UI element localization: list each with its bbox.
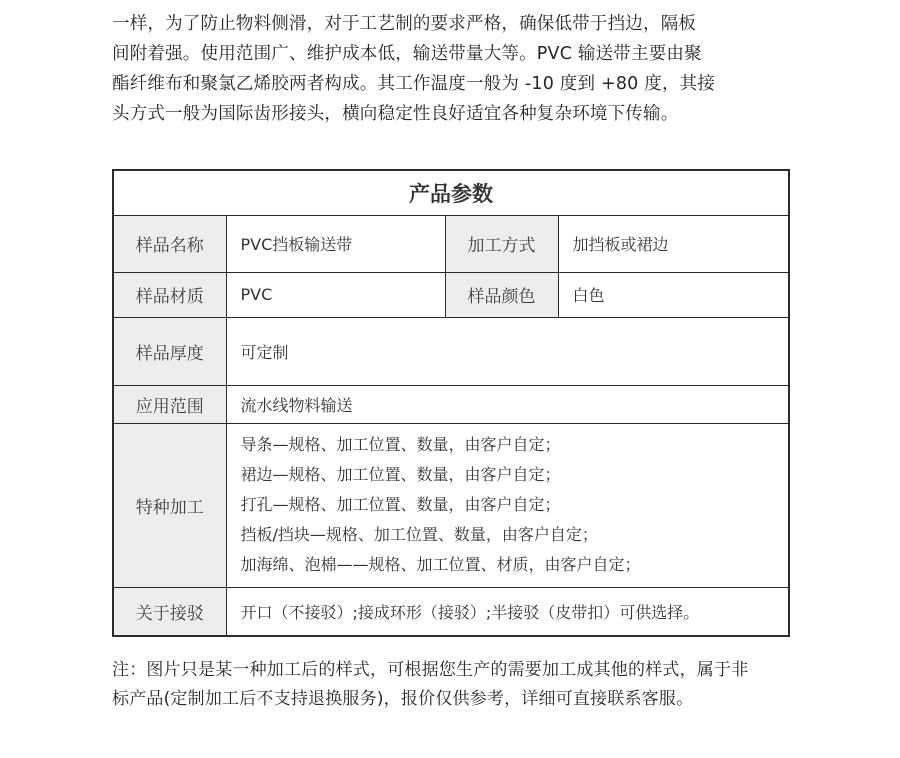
special-processing-line: 导条—规格、加工位置、数量，由客户自定； bbox=[240, 435, 561, 454]
row-value-sample-color: 白色 bbox=[558, 272, 789, 317]
special-processing-line: 打孔—规格、加工位置、数量，由客户自定； bbox=[240, 495, 561, 514]
table-row-splicing bbox=[113, 587, 789, 636]
table-row-sample-name bbox=[113, 215, 789, 272]
row-label-processing-method: 加工方式 bbox=[445, 215, 558, 272]
table-row-sample-thickness bbox=[113, 317, 789, 385]
intro-paragraph bbox=[112, 9, 788, 129]
row-value-splicing: 开口（不接驳）;接成环形（接驳）;半接驳（皮带扣）可供选择。 bbox=[226, 587, 789, 636]
special-processing-line: 加海绵、泡棉——规格、加工位置、材质，由客户自定； bbox=[240, 555, 641, 574]
table-row-special-processing bbox=[113, 423, 789, 587]
row-label-special-processing: 特种加工 bbox=[113, 423, 226, 587]
row-label-sample-thickness: 样品厚度 bbox=[113, 317, 226, 385]
intro-line: 头方式一般为国际齿形接头，横向稳定性良好适宜各种复杂环境下传输。 bbox=[112, 104, 679, 124]
row-label-splicing: 关于接驳 bbox=[113, 587, 226, 636]
row-value-sample-thickness: 可定制 bbox=[226, 317, 789, 385]
intro-line: 一样，为了防止物料侧滑，对于工艺制的要求严格，确保低带于挡边，隔板 bbox=[112, 14, 697, 34]
row-label-sample-color: 样品颜色 bbox=[445, 272, 558, 317]
intro-line: 间附着强。使用范围广、维护成本低，输送带量大等。PVC 输送带主要由聚 bbox=[112, 44, 702, 64]
special-processing-line: 挡板/挡块—规格、加工位置、数量，由客户自定； bbox=[240, 525, 598, 544]
table-title: 产品参数 bbox=[113, 170, 789, 215]
product-parameters-table bbox=[112, 169, 790, 637]
special-processing-line: 裙边—规格、加工位置、数量，由客户自定； bbox=[240, 465, 561, 484]
row-label-sample-name: 样品名称 bbox=[113, 215, 226, 272]
row-value-processing-method: 加挡板或裙边 bbox=[558, 215, 789, 272]
note-line: 注：图片只是某一种加工后的样式，可根据您生产的需要加工成其他的样式，属于非 bbox=[112, 660, 749, 680]
table-row-sample-material bbox=[113, 272, 789, 317]
note-line: 标产品(定制加工后不支持退换服务)，报价仅供参考，详细可直接联系客服。 bbox=[112, 689, 694, 709]
row-label-sample-material: 样品材质 bbox=[113, 272, 226, 317]
row-value-sample-material: PVC bbox=[226, 272, 445, 317]
note-paragraph bbox=[112, 656, 788, 714]
row-value-special-processing bbox=[226, 423, 789, 587]
table-row-application-range bbox=[113, 385, 789, 423]
row-value-application-range: 流水线物料输送 bbox=[226, 385, 789, 423]
content-column bbox=[112, 0, 788, 714]
row-value-sample-name: PVC挡板输送带 bbox=[226, 215, 445, 272]
row-label-application-range: 应用范围 bbox=[113, 385, 226, 423]
intro-line: 酯纤维布和聚氯乙烯胶两者构成。其工作温度一般为 -10 度到 +80 度，其接 bbox=[112, 74, 716, 94]
table-title-row bbox=[113, 170, 789, 215]
